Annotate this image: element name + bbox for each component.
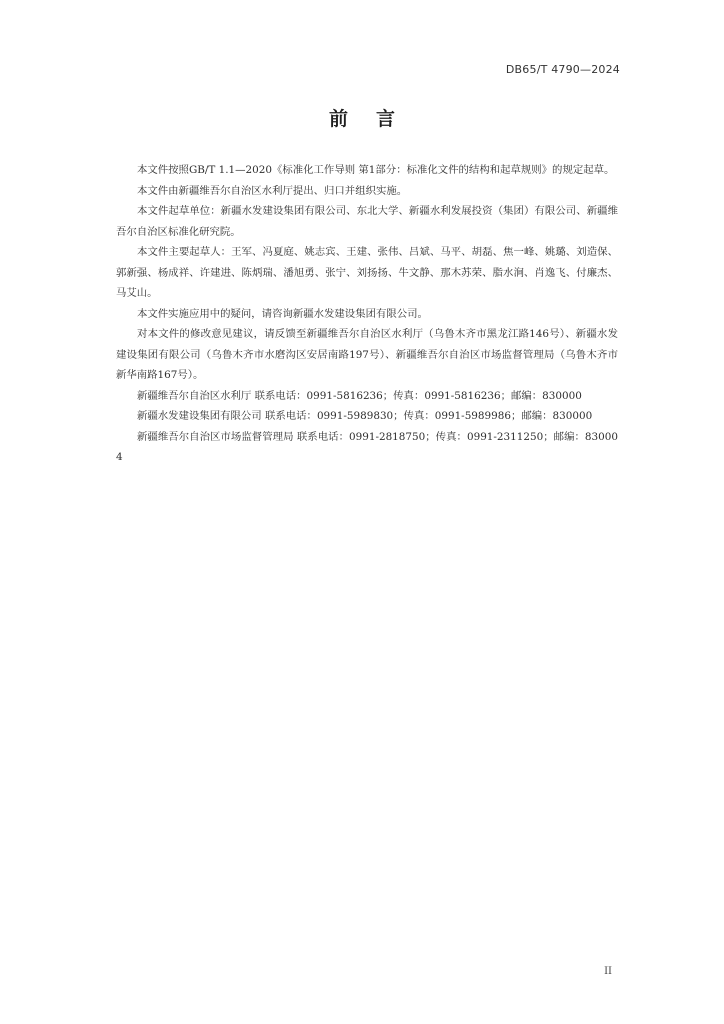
paragraph-contact-shuifa: 新疆水发建设集团有限公司 联系电话：0991-5989830；传真：0991-5989986；邮编：830000	[137, 410, 593, 422]
paragraph-feedback: 对本文件的修改意见建议，请反馈至新疆维吾尔自治区水利厅（乌鲁木齐市黑龙江路146号）、新疆水发建设集团有限公司（乌鲁木齐市水磨沟区安居南路197号）、新疆维吾尔自治区市场监督管理局（乌鲁木齐市新华南路167号）。	[116, 328, 618, 381]
standard-code: DB65/T 4790—2024	[505, 63, 620, 76]
paragraph-contact-water-dept: 新疆维吾尔自治区水利厅 联系电话：0991-5816236；传真：0991-5816236；邮编：830000	[137, 389, 582, 402]
page-title: 前言	[328, 108, 423, 130]
paragraph-inquiries: 本文件实施应用中的疑问，请咨询新疆水发建设集团有限公司。	[137, 307, 428, 320]
page-number: II	[604, 966, 612, 977]
paragraph-contact-market-regulation: 新疆维吾尔自治区市场监督管理局 联系电话：0991-2818750；传真：0991-2311250；邮编：830004	[116, 430, 618, 463]
paragraph-drafting-units: 本文件起草单位：新疆水发建设集团有限公司、东北大学、新疆水利发展投资（集团）有限公司、新疆维吾尔自治区标准化研究院。	[116, 205, 618, 238]
paragraph-main-drafters: 本文件主要起草人：王军、冯夏庭、姚志宾、王建、张伟、吕斌、马平、胡磊、焦一峰、姚璐、刘造保、郭新强、杨成祥、许建进、陈炳瑞、潘旭勇、张宁、刘扬扬、牛文静、那木苏荣、脂水涧、肖逸飞、付廉杰、马艾山。	[116, 246, 618, 299]
foreword-body	[116, 160, 618, 468]
paragraph-proposer: 本文件由新疆维吾尔自治区水利厅提出、归口并组织实施。	[137, 184, 408, 197]
paragraph-drafting-rules: 本文件按照GB/T 1.1—2020《标准化工作导则 第1部分：标准化文件的结构和起草规则》的规定起草。	[137, 164, 615, 176]
